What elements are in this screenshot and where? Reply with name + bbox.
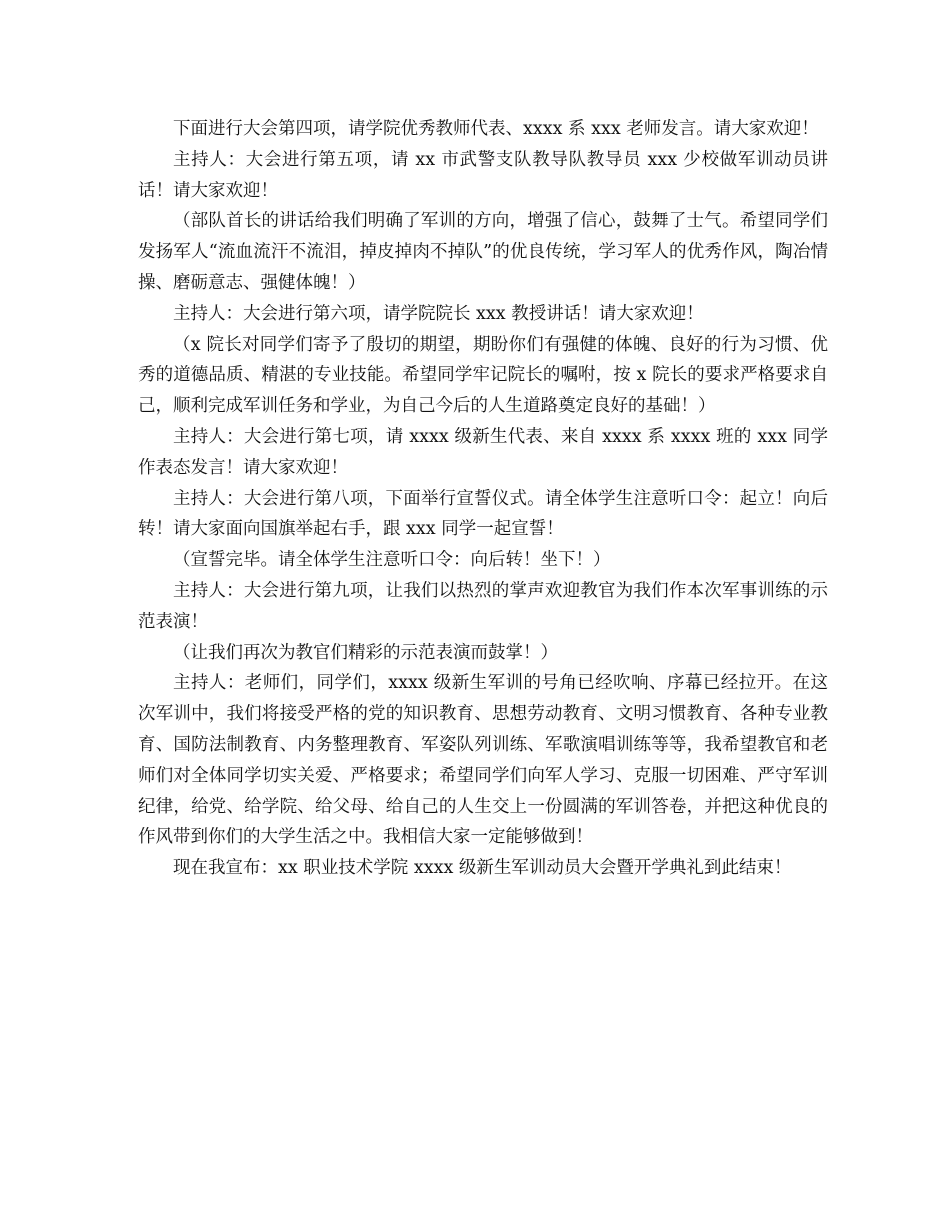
paragraph-item-1: 下面进行大会第四项，请学院优秀教师代表、xxxx 系 xxx 老师发言。请大家欢迎！ (173, 119, 819, 139)
paragraph-item-7: 主持人：大会进行第八项，下面举行宣誓仪式。请全体学生注意听口令：起立！向后转！请大家面向国旗举起右手，跟 xxx 同学一起宣誓！ (138, 488, 828, 540)
paragraph-item-12: 现在我宣布：xx 职业技术学院 xxxx 级新生军训动员大会暨开学典礼到此结束！ (173, 858, 792, 879)
paragraph-item-11: 主持人：老师们，同学们，xxxx 级新生军训的号角已经吹响、序幕已经拉开。在这次军训中，我们将接受严格的党的知识教育、思想劳动教育、文明习惯教育、各种专业教育、国防法制教育、内务整理教育、军姿队列训练、军歌演唱训练等等，我希望教官和老师们对全体同学切实关爱、严格要求；希望同学们向军人学习、克服一切困难、严守军训纪律，给党、给学院、给父母、给自己的人生交上一份圆满的军训答卷，并把这种优良的作风带到你们的大学生活之中。我相信大家一定能够做到！ (138, 673, 828, 848)
paragraph-item-9: 主持人：大会进行第九项，让我们以热烈的掌声欢迎教官为我们作本次军事训练的示范表演！ (138, 580, 828, 632)
paragraph-item-3: （部队首长的讲话给我们明确了军训的方向，增强了信心，鼓舞了士气。希望同学们发扬军人“流血流汗不流泪，掉皮掉肉不掉队”的优良传统，学习军人的优秀作风，陶冶情操、磨砺意志、强健体魄！） (138, 211, 828, 293)
paragraph-item-5: （x 院长对同学们寄予了殷切的期望，期盼你们有强健的体魄、良好的行为习惯、优秀的道德品质、精湛的专业技能。希望同学牢记院长的嘱咐，按 x 院长的要求严格要求自己，顺利完成军训任务和学业，为自己今后的人生道路奠定良好的基础！） (138, 334, 828, 417)
paragraph-item-2: 主持人：大会进行第五项，请 xx 市武警支队教导队教导员 xxx 少校做军训动员讲话！请大家欢迎！ (138, 149, 828, 201)
paragraph-item-10: （让我们再次为教官们精彩的示范表演而鼓掌！） (173, 642, 558, 663)
paragraph-item-6: 主持人：大会进行第七项，请 xxxx 级新生代表、来自 xxxx 系 xxxx 班的 xxx 同学作表态发言！请大家欢迎！ (138, 426, 828, 478)
paragraph-item-4: 主持人：大会进行第六项，请学院院长 xxx 教授讲话！请大家欢迎！ (173, 303, 704, 324)
document-page (138, 114, 828, 884)
paragraph-item-8: （宣誓完毕。请全体学生注意听口令：向后转！坐下！） (173, 550, 611, 571)
